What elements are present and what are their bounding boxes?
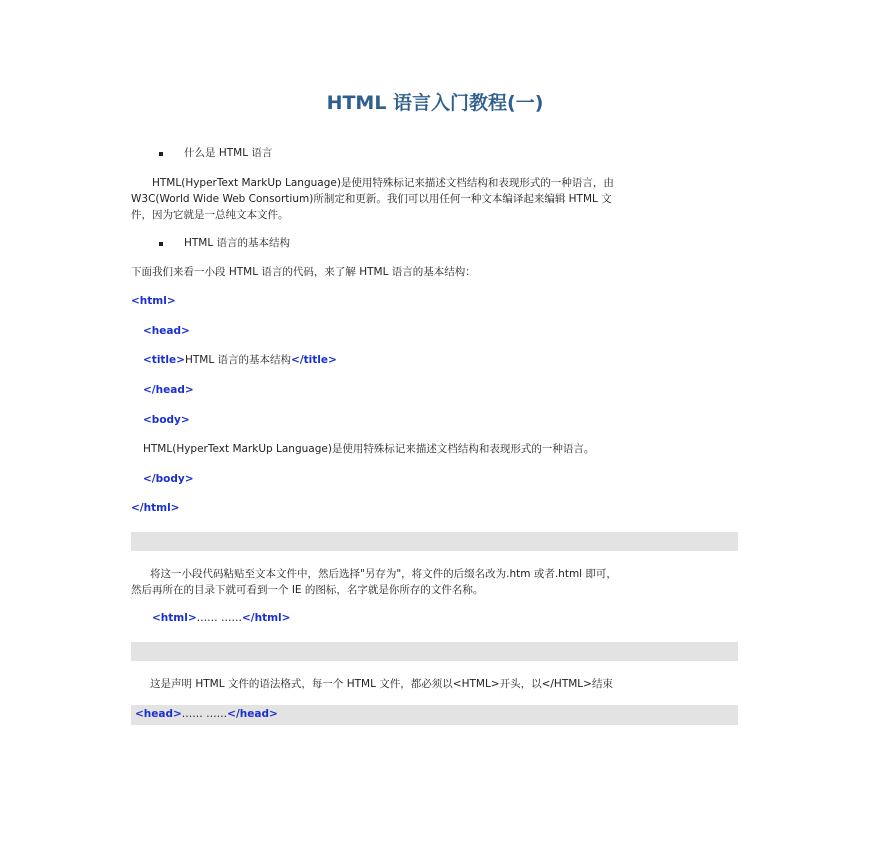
code-head-close-inline: </head> bbox=[227, 708, 278, 720]
code-head-example bbox=[135, 706, 278, 723]
separator-band bbox=[131, 532, 738, 551]
section-intro: 下面我们来看一小段 HTML 语言的代码，来了解 HTML 语言的基本结构： bbox=[131, 266, 476, 278]
code-ellipsis: …… …… bbox=[196, 612, 242, 624]
code-body-open: <body> bbox=[143, 414, 190, 426]
section-heading-basic-structure: HTML 语言的基本结构 bbox=[184, 237, 291, 249]
code-html-example bbox=[152, 610, 290, 627]
code-html-close: </html> bbox=[131, 502, 180, 514]
code-html-open-inline: <html> bbox=[152, 612, 197, 624]
explanation-line: 这是声明 HTML 文件的语法格式，每一个 HTML 文件，都必须以<HTML>开头，以</HTML>结束 bbox=[150, 678, 613, 690]
code-body-close: </body> bbox=[143, 473, 194, 485]
code-title-open: <title> bbox=[143, 354, 185, 366]
code-head-open-inline: <head> bbox=[135, 708, 182, 720]
code-title-close: </title> bbox=[291, 354, 337, 366]
paragraph-line: W3C(World Wide Web Consortium)所制定和更新。我们可以用任何一种文本编译起来编辑 HTML 文 bbox=[131, 193, 612, 205]
separator-band bbox=[131, 642, 738, 661]
code-ellipsis: …… …… bbox=[181, 708, 228, 720]
code-html-close-inline: </html> bbox=[241, 612, 291, 624]
code-body-text: HTML(HyperText MarkUp Language)是使用特殊标记来描述文档结构和表现形式的一种语言。 bbox=[143, 443, 595, 455]
code-title-text: HTML 语言的基本结构 bbox=[184, 354, 292, 366]
code-title-line bbox=[143, 352, 337, 369]
bullet-icon bbox=[159, 242, 163, 246]
code-html-open: <html> bbox=[131, 295, 176, 307]
code-head-open: <head> bbox=[143, 325, 190, 337]
explanation-line: 将这一小段代码粘贴至文本文件中，然后选择"另存为"，将文件的后缀名改为.htm 或者.html 即可， bbox=[150, 568, 617, 580]
paragraph-line: 件，因为它就是一总纯文本文件。 bbox=[131, 209, 289, 221]
section-heading-what-is-html: 什么是 HTML 语言 bbox=[184, 147, 273, 159]
code-head-close: </head> bbox=[143, 384, 194, 396]
bullet-icon bbox=[159, 152, 163, 156]
paragraph-line: HTML(HyperText MarkUp Language)是使用特殊标记来描述文档结构和表现形式的一种语言，由 bbox=[152, 177, 614, 189]
page-title: HTML 语言入门教程(一) bbox=[326, 92, 544, 114]
explanation-line: 然后再所在的目录下就可看到一个 IE 的图标，名字就是你所存的文件名称。 bbox=[131, 584, 484, 596]
